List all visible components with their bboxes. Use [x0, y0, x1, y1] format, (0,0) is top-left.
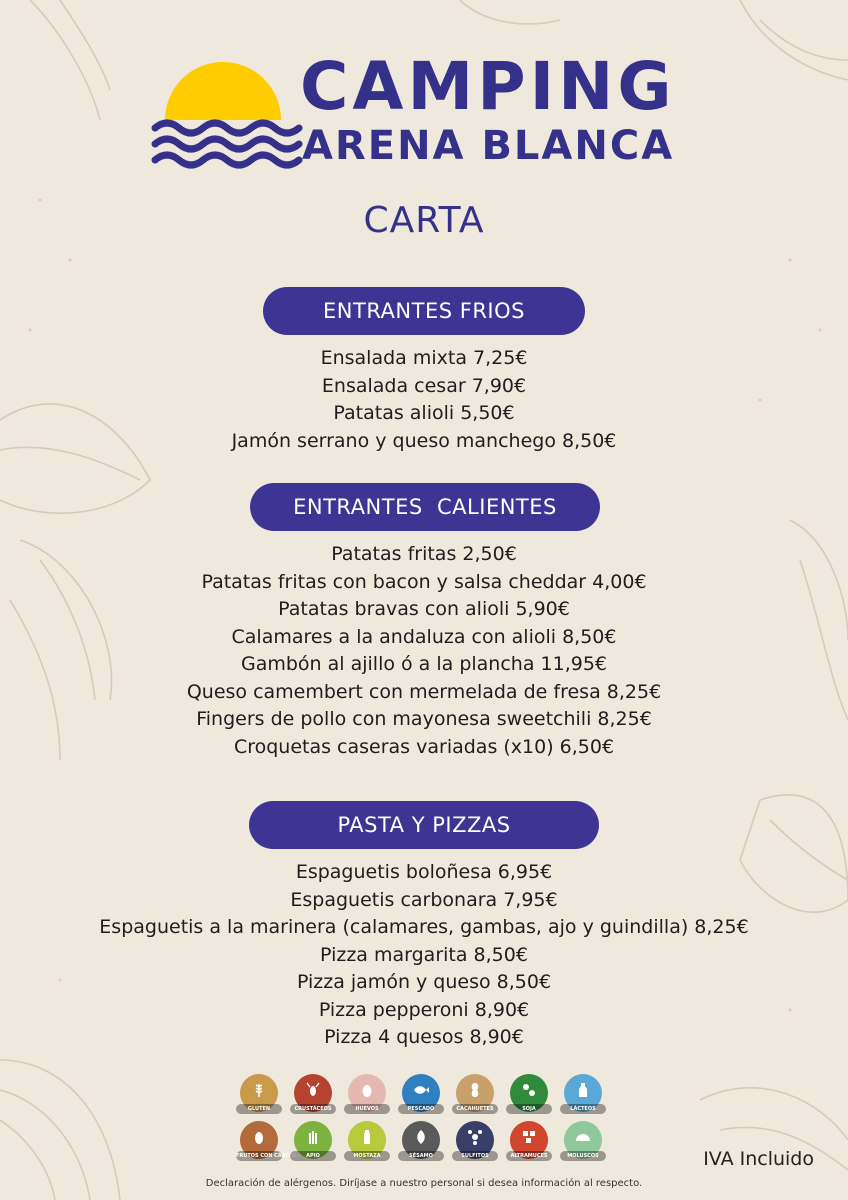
menu-item: Calamares a la andaluza con alioli 8,50€ [231, 625, 617, 648]
menu-item: Ensalada cesar 7,90€ [321, 374, 527, 397]
menu-item: Ensalada mixta 7,25€ [320, 347, 528, 369]
peanut-icon [467, 1082, 483, 1098]
allergen-badge: APIO [294, 1121, 332, 1159]
menu-item: Patatas fritas con bacon y salsa cheddar 4,00€ [201, 570, 647, 593]
sesame-icon [413, 1129, 429, 1145]
allergen-row [240, 1074, 610, 1112]
menu-item: Fingers de pollo con mayonesa sweetchili 8,25€ [196, 708, 652, 730]
menu-item: Croquetas caseras variadas (x10) 6,50€ [233, 735, 615, 758]
allergen-badge: LÁCTEOS [564, 1074, 602, 1112]
allergen-badge: SÉSAMO [402, 1121, 440, 1159]
allergen-badge: SULFITOS [456, 1121, 494, 1159]
menu-item: Pizza pepperoni 8,90€ [318, 998, 530, 1021]
lupin-icon [521, 1129, 537, 1145]
milk-icon [575, 1082, 591, 1098]
menu-title: CARTA [363, 200, 485, 241]
lobster-icon [305, 1082, 321, 1098]
menu-item: Espaguetis boloñesa 6,95€ [295, 861, 553, 883]
iva-note: IVA Incluido [703, 1148, 814, 1170]
menu-item: Patatas fritas 2,50€ [331, 543, 517, 565]
menu-item: Patatas alioli 5,50€ [333, 402, 515, 424]
celery-icon [305, 1129, 321, 1145]
mollusc-icon [575, 1129, 591, 1145]
wheat-icon [251, 1082, 267, 1098]
menu-item: Espaguetis carbonara 7,95€ [290, 888, 558, 911]
section-header-pasta-y-pizzas: PASTA Y PIZZAS [249, 801, 599, 849]
allergen-declaration: Declaración de alérgenos. Diríjase a nuestro personal si desea información al respecto. [205, 1178, 643, 1189]
section-header-entrantes-calientes: ENTRANTES CALIENTES [250, 483, 600, 531]
allergen-badge: MOLUSCOS [564, 1121, 602, 1159]
section-list-entrantes-calientes [0, 541, 848, 761]
allergen-row [236, 1121, 610, 1159]
allergen-badge: ALTRAMUCES [510, 1121, 548, 1159]
sulphite-icon [467, 1129, 483, 1145]
mustard-icon [359, 1129, 375, 1145]
section-header-entrantes-frios: ENTRANTES FRIOS [263, 287, 585, 335]
section-list-entrantes-frios [0, 345, 848, 455]
fish-icon [413, 1082, 429, 1098]
menu-item: Pizza jamón y queso 8,50€ [296, 971, 552, 993]
menu-item: Gambón al ajillo ó a la plancha 11,95€ [240, 653, 607, 675]
allergen-badge: HUEVOS [348, 1074, 386, 1112]
allergen-badge: SOJA [510, 1074, 548, 1112]
allergen-badge: CACAHUETES [456, 1074, 494, 1112]
soy-icon [521, 1082, 537, 1098]
menu-item: Espaguetis a la marinera (calamares, gambas, ajo y guindilla) 8,25€ [99, 916, 749, 938]
section-list-pasta-y-pizzas [0, 859, 848, 1052]
menu-item: Pizza 4 quesos 8,90€ [324, 1026, 524, 1048]
logo-arena-blanca-text: ARENA BLANCA [302, 123, 675, 169]
allergen-legend [236, 1074, 610, 1168]
menu-item: Patatas bravas con alioli 5,90€ [278, 598, 570, 620]
nut-icon [251, 1129, 267, 1145]
egg-icon [359, 1082, 375, 1098]
menu-item: Jamón serrano y queso manchego 8,50€ [231, 429, 617, 452]
waves-icon [155, 123, 299, 165]
allergen-badge: CRUSTÁCEOS [294, 1074, 332, 1112]
menu-item: Pizza margarita 8,50€ [320, 943, 528, 966]
allergen-badge: GLUTEN [240, 1074, 278, 1112]
logo-camping-text: CAMPING [300, 48, 676, 125]
menu-item: Queso camembert con mermelada de fresa 8,25€ [186, 680, 662, 703]
allergen-badge: MOSTAZA [348, 1121, 386, 1159]
allergen-badge: PESCADO [402, 1074, 440, 1112]
allergen-badge: FRUTOS CON CÁSCARA [240, 1121, 278, 1159]
sun-icon [165, 62, 281, 120]
